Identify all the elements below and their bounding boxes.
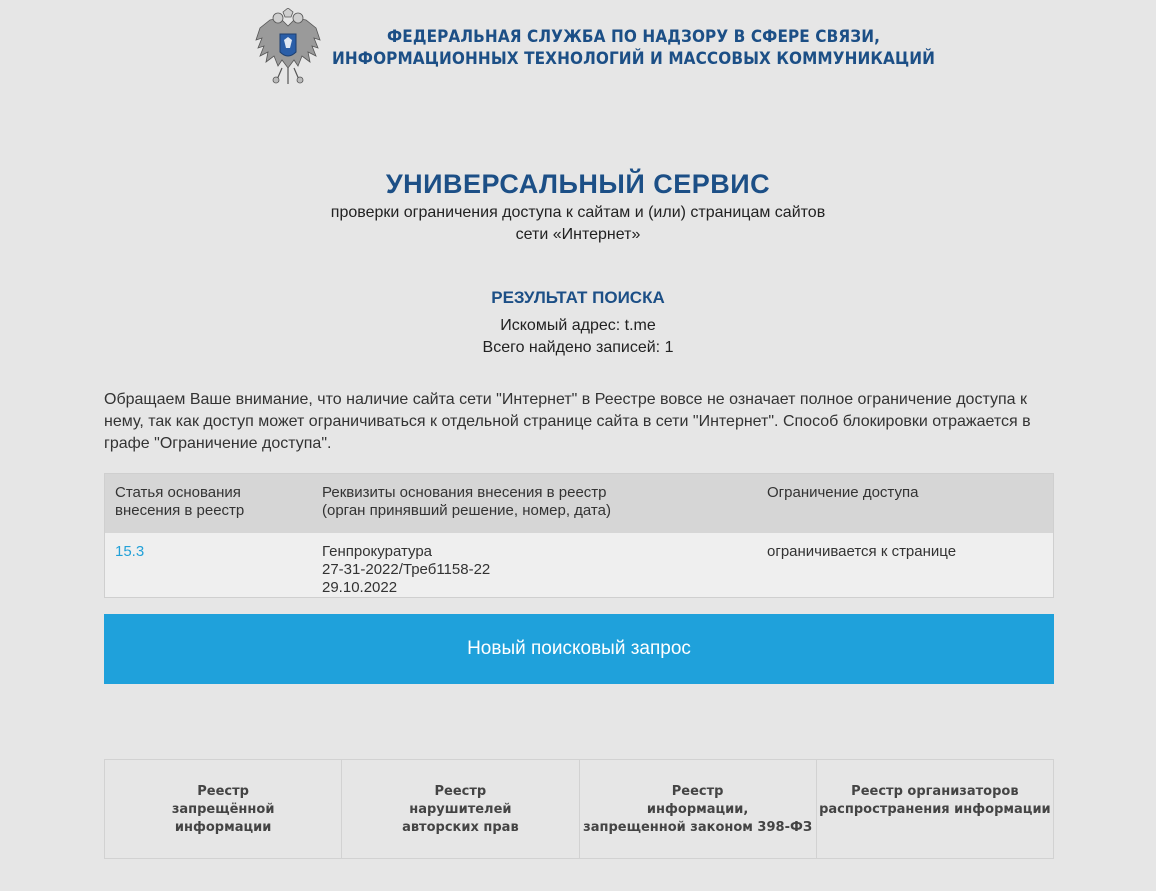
article-link[interactable]: 15.3	[115, 543, 145, 560]
table-row	[105, 533, 1053, 597]
agency-title-line2: ИНФОРМАЦИОННЫХ ТЕХНОЛОГИЙ И МАССОВЫХ КОММУНИКАЦИЙ	[332, 49, 936, 69]
service-subtitle-line1: проверки ограничения доступа к сайтам и (или) страницам сайтов	[330, 204, 826, 221]
results-table	[104, 473, 1054, 598]
registry-398fz-link[interactable]: Реестр информации, запрещенной законом 398-ФЗ	[580, 760, 817, 858]
result-title: РЕЗУЛЬТАТ ПОИСКА	[491, 288, 665, 307]
records-found-count: Всего найдено записей: 1	[482, 339, 674, 356]
agency-title	[332, 26, 935, 70]
cell-requisites	[312, 533, 757, 597]
service-subtitle-line2: сети «Интернет»	[515, 226, 641, 243]
double-headed-eagle-emblem-icon	[252, 8, 324, 88]
service-block	[0, 166, 1156, 246]
header-article: Статья основания внесения в реестр	[115, 484, 245, 519]
cell-date: 29.10.2022	[322, 579, 398, 596]
searched-address: Искомый адрес: t.me	[500, 317, 656, 334]
cell-number: 27-31-2022/Треб1158-22	[322, 561, 491, 578]
site-header	[252, 8, 935, 88]
agency-title-line1: ФЕДЕРАЛЬНАЯ СЛУЖБА ПО НАДЗОРУ В СФЕРЕ СВЯЗИ,	[387, 27, 880, 47]
registry-copyright-violators-link[interactable]: Реестр нарушителей авторских прав	[342, 760, 579, 858]
header-restriction: Ограничение доступа	[767, 484, 919, 501]
notice-text: Обращаем Ваше внимание, что наличие сайта сети "Интернет" в Реестре вовсе не означает полное ограничение доступа к нему, так как доступ может ограничиваться к отдельной странице сайта в сети "Интернет". Способ блокировки отражается в графе "Ограничение доступа".	[104, 391, 1031, 452]
cell-restriction: ограничивается к странице	[767, 543, 957, 560]
cell-authority: Генпрокуратура	[322, 543, 433, 560]
header-requisites: Реквизиты основания внесения в реестр (орган принявший решение, номер, дата)	[322, 484, 611, 519]
service-title: УНИВЕРСАЛЬНЫЙ СЕРВИС	[385, 169, 771, 199]
new-search-button[interactable]: Новый поисковый запрос	[104, 614, 1054, 684]
footer-registries	[104, 759, 1054, 859]
registry-prohibited-info-link[interactable]: Реестр запрещённой информации	[105, 760, 342, 858]
search-result-block	[0, 287, 1156, 359]
registry-info-distributors-link[interactable]: Реестр организаторов распространения информации	[819, 784, 1051, 817]
table-header-row	[105, 474, 1053, 533]
cell-article	[105, 533, 312, 597]
